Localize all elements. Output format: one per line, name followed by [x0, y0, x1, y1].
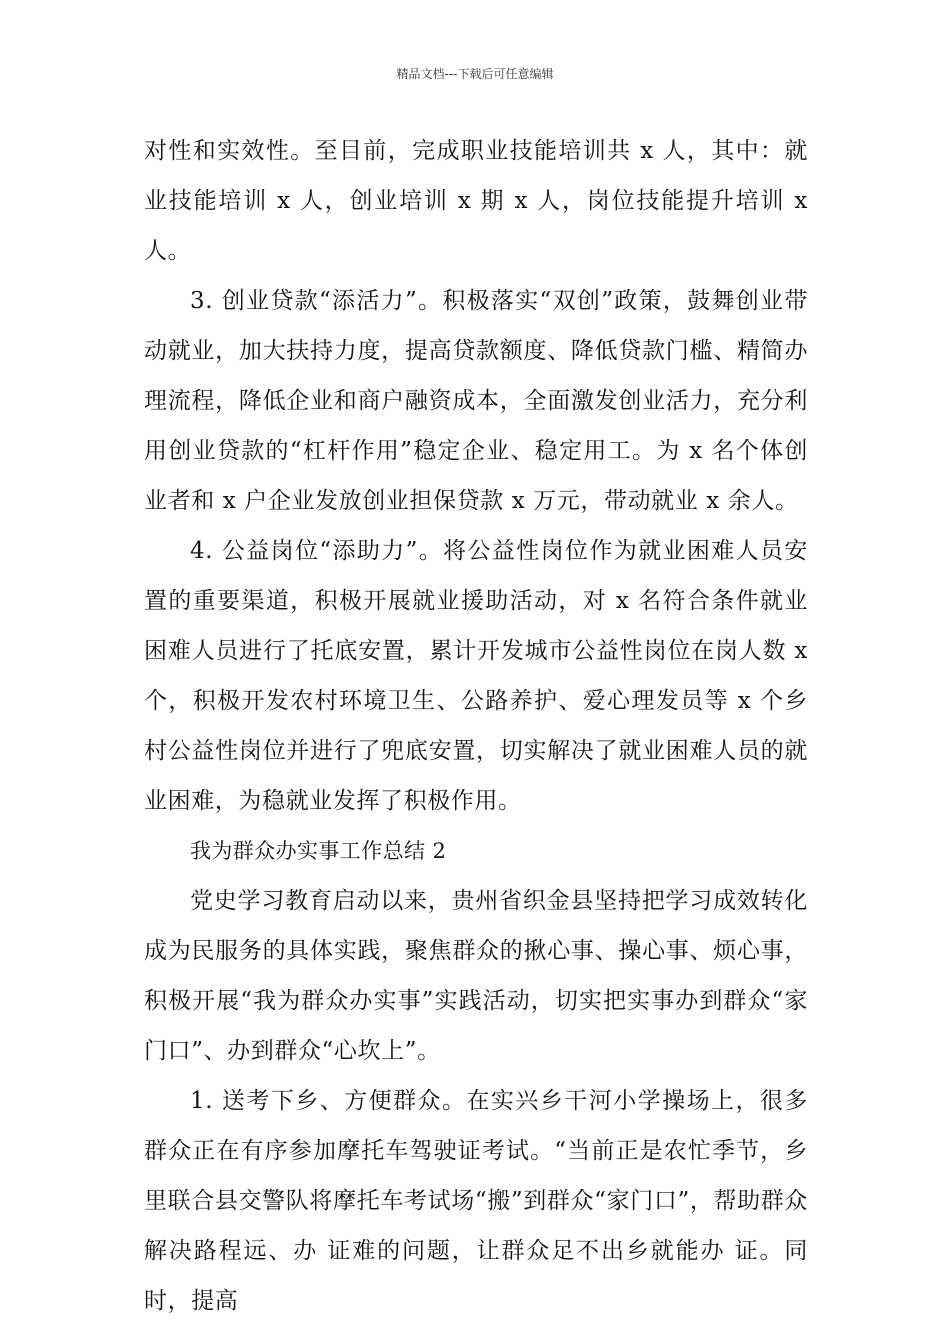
paragraph-introduction: 党史学习教育启动以来，贵州省织金县坚持把学习成效转化成为民服务的具体实践，聚焦群众的揪心事、操心事、烦心事，积极开展“我为群众办实事”实践活动，切实把实事办到群众“家门口”、办到群众“心坎上”。: [144, 888, 808, 1064]
page-header: 精品文档---下载后可任意编辑: [396, 67, 554, 81]
document-body: [144, 126, 808, 1326]
paragraph-exam-to-village: 1. 送考下乡、方便群众。在实兴乡干河小学操场上，很多群众正在有序参加摩托车驾驶证考试。“当前正是农忙季节，乡里联合县交警队将摩托车考试场“搬”到群众“家门口”，帮助群众解决路程远、办 证难的问题，让群众足不出乡就能办 证。同时，提高: [144, 1088, 808, 1314]
paragraph-startup-loans: 3. 创业贷款“添活力”。积极落实“双创”政策，鼓舞创业带动就业，加大扶持力度，提高贷款额度、降低贷款门槛、精简办理流程，降低企业和商户融资成本，全面激发创业活力，充分利用创业贷款的“杠杆作用”稳定企业、稳定用工。为 x 名个体创业者和 x 户企业发放创业担保贷款 x 万元，带动就业 x 余人。: [144, 288, 808, 514]
section-subtitle: 我为群众办实事工作总结 2: [190, 839, 447, 863]
paragraph-public-welfare-jobs: 4. 公益岗位“添助力”。将公益性岗位作为就业困难人员安置的重要渠道，积极开展就业援助活动，对 x 名符合条件就业困难人员进行了托底安置，累计开发城市公益性岗位在岗人数 x 个，积极开发农村环境卫生、公路养护、爱心理发员等 x 个乡村公益性岗位并进行了兜底安置，切实解决了就业困难人员的就业困难，为稳就业发挥了积极作用。: [144, 538, 808, 814]
paragraph-training-summary: 对性和实效性。至目前，完成职业技能培训共 x 人，其中：就业技能培训 x 人，创业培训 x 期 x 人，岗位技能提升培训 x 人。: [144, 138, 808, 264]
